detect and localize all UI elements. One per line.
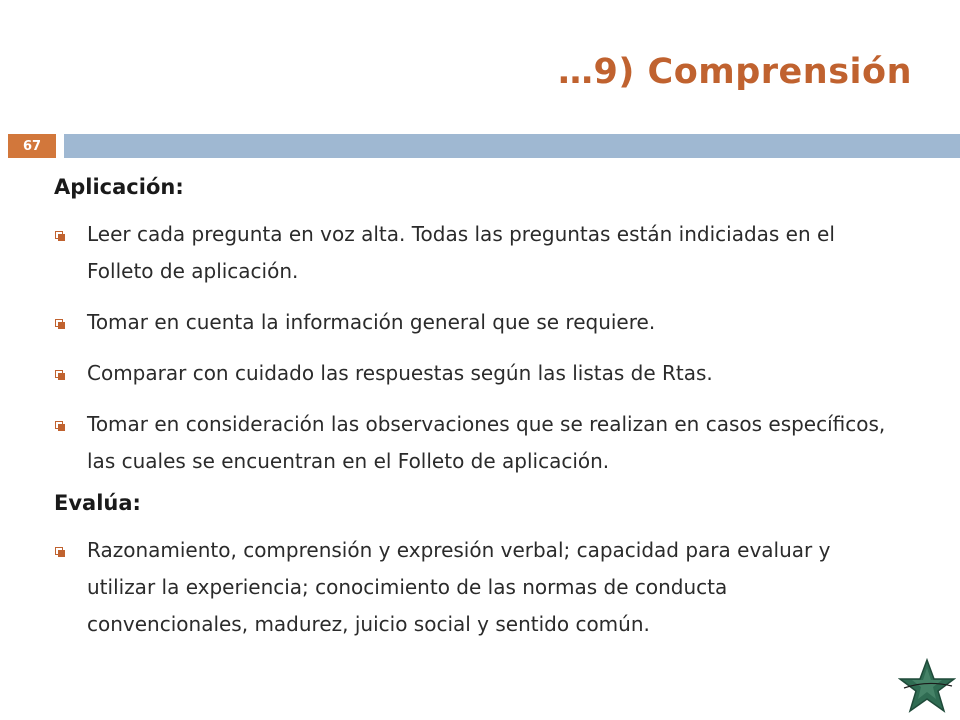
list-item-text: Razonamiento, comprensión y expresión verbal; capacidad para evaluar y utilizar la experiencia; conocimiento de las normas de conducta convencionales, madurez, juicio social y sentido común. (87, 538, 831, 636)
square-bullet-icon (55, 370, 63, 378)
list-item-text: Tomar en cuenta la información general que se requiere. (87, 310, 656, 334)
bullet-list-evalua (54, 532, 894, 643)
list-item (54, 304, 894, 341)
slide-content (54, 172, 894, 657)
list-item (54, 406, 894, 480)
square-bullet-icon (55, 231, 63, 239)
slide-title: …9) Comprensión (558, 52, 912, 92)
list-item-text: Leer cada pregunta en voz alta. Todas las preguntas están indiciadas en el Folleto de aplicación. (87, 222, 835, 283)
section-heading-evalua: Evalúa: (54, 491, 141, 515)
list-item (54, 216, 894, 290)
list-item-text: Comparar con cuidado las respuestas según las listas de Rtas. (87, 361, 713, 385)
list-item (54, 355, 894, 392)
list-item-text: Tomar en consideración las observaciones que se realizan en casos específicos, las cuales se encuentran en el Folleto de aplicación. (87, 412, 886, 473)
square-bullet-icon (55, 547, 63, 555)
slide-number: 67 (8, 134, 56, 158)
section-heading-aplicacion: Aplicación: (54, 175, 184, 199)
square-bullet-icon (55, 319, 63, 327)
header-bar (64, 134, 960, 158)
list-item (54, 532, 894, 643)
bullet-list-aplicacion (54, 216, 894, 480)
green-star-logo (898, 658, 956, 714)
square-bullet-icon (55, 421, 63, 429)
